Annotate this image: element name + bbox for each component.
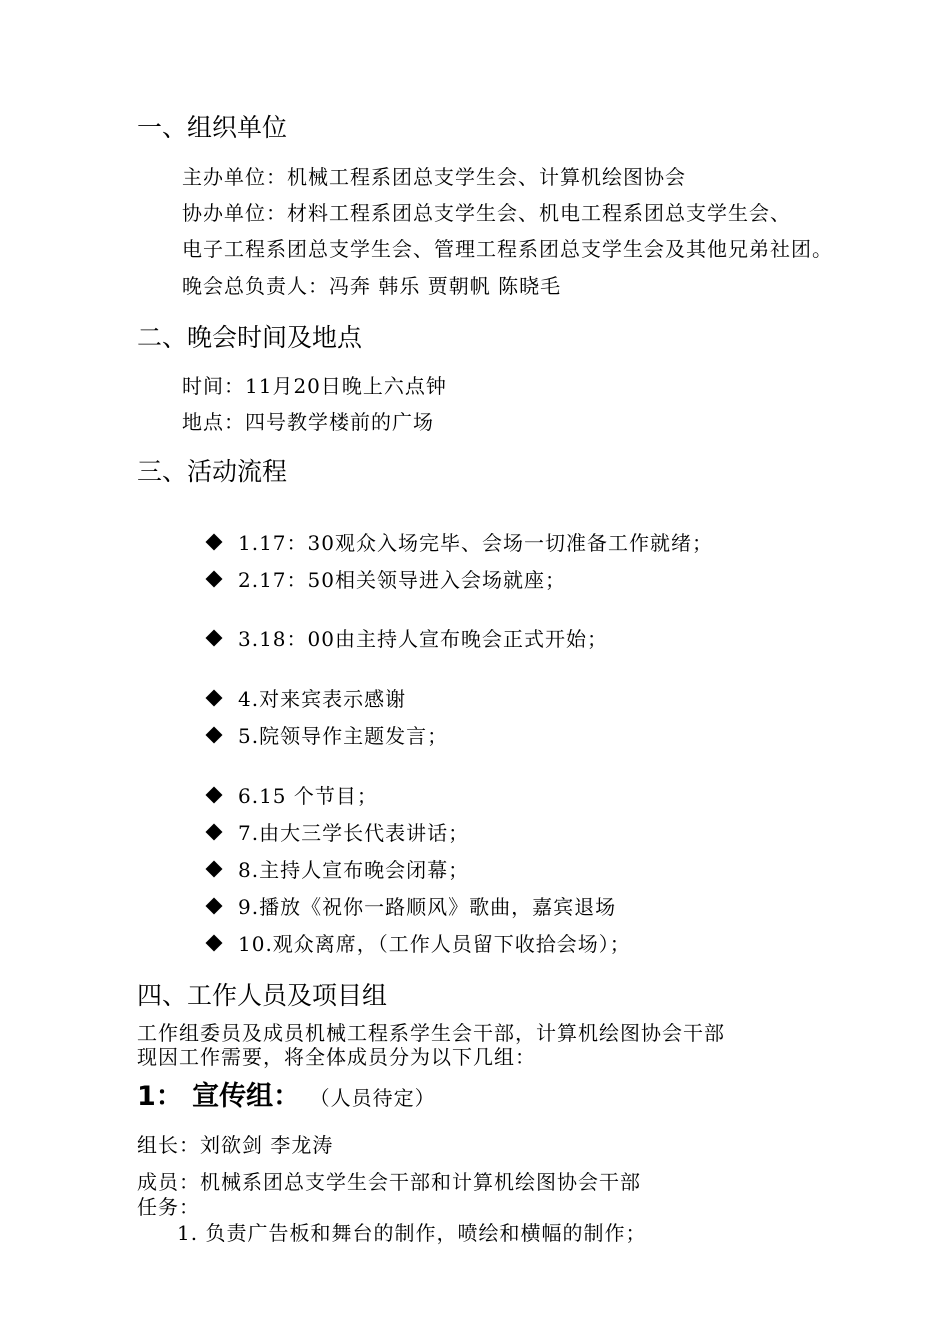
section-heading-organizers: 一、组织单位 xyxy=(137,113,288,142)
group-leader-line: 组长：刘欲剑 李龙涛 xyxy=(137,1133,334,1157)
leaders-line: 晚会总负责人：冯奔 韩乐 贾朝帆 陈晓毛 xyxy=(182,274,562,298)
agenda-item: 8.主持人宣布晚会闭幕； xyxy=(205,854,469,883)
agenda-item: 2.17：50相关领导进入会场就座； xyxy=(205,564,566,593)
tasks-label: 任务： xyxy=(137,1195,200,1219)
agenda-item: 1.17：30观众入场完毕、会场一切准备工作就绪； xyxy=(205,527,713,556)
diamond-bullet-icon xyxy=(206,570,223,587)
section-heading-staff: 四、工作人员及项目组 xyxy=(137,981,388,1010)
task-item: 1. 负责广告板和舞台的制作，喷绘和横幅的制作； xyxy=(177,1221,647,1245)
diamond-bullet-icon xyxy=(206,823,223,840)
staff-line-2: 现因工作需要，将全体成员分为以下几组： xyxy=(137,1045,536,1069)
agenda-item: 5.院领导作主题发言； xyxy=(205,720,448,749)
place-line: 地点：四号教学楼前的广场 xyxy=(182,410,434,434)
section-heading-agenda: 三、活动流程 xyxy=(137,457,288,486)
group-title: 1： 宣传组： （人员待定） xyxy=(137,1081,436,1112)
time-line: 时间：11月20日晚上六点钟 xyxy=(182,374,447,398)
group-note: （人员待定） xyxy=(309,1086,436,1110)
agenda-item: 3.18：00由主持人宣布晚会正式开始； xyxy=(205,623,608,652)
agenda-item: 4.对来宾表示感谢 xyxy=(205,683,406,712)
diamond-bullet-icon xyxy=(206,726,223,743)
staff-line-1: 工作组委员及成员机械工程系学生会干部，计算机绘图协会干部 xyxy=(137,1021,725,1045)
agenda-item: 6.15 个节目； xyxy=(205,780,378,809)
agenda-item: 7.由大三学长代表讲话； xyxy=(205,817,469,846)
diamond-bullet-icon xyxy=(206,629,223,646)
agenda-item: 10.观众离席，（工作人员留下收拾会场）； xyxy=(205,928,631,957)
agenda-item: 9.播放《祝你一路顺风》歌曲，嘉宾退场 xyxy=(205,891,616,920)
cohost-line-2: 电子工程系团总支学生会、管理工程系团总支学生会及其他兄弟社团。 xyxy=(182,237,833,261)
diamond-bullet-icon xyxy=(206,786,223,803)
cohost-line-1: 协办单位：材料工程系团总支学生会、机电工程系团总支学生会、 xyxy=(182,201,791,225)
section-heading-time-place: 二、晚会时间及地点 xyxy=(137,323,363,352)
host-line: 主办单位：机械工程系团总支学生会、计算机绘图协会 xyxy=(182,165,686,189)
diamond-bullet-icon xyxy=(206,533,223,550)
diamond-bullet-icon xyxy=(206,934,223,951)
diamond-bullet-icon xyxy=(206,860,223,877)
diamond-bullet-icon xyxy=(206,897,223,914)
diamond-bullet-icon xyxy=(206,689,223,706)
group-members-line: 成员：机械系团总支学生会干部和计算机绘图协会干部 xyxy=(137,1170,641,1194)
